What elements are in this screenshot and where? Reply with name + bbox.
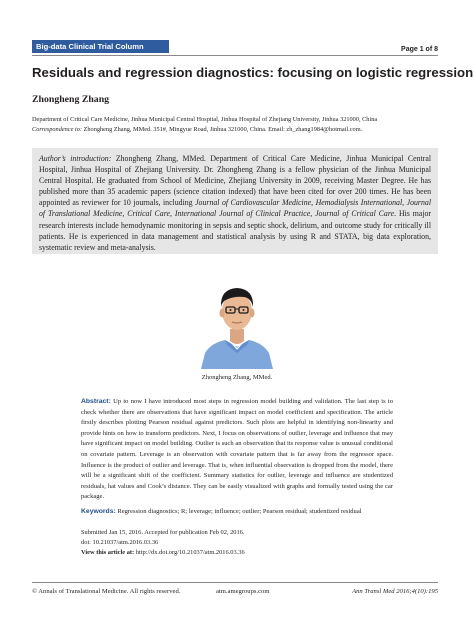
affiliation-block xyxy=(32,115,442,134)
column-tag: Big-data Clinical Trial Column xyxy=(32,40,169,53)
submission-info xyxy=(81,528,393,558)
correspondence-text: Zhongheng Zhang, MMed. 351#, Mingyue Road, Jinhua 321000, China. Email: zh_zhang1984@hotmail.com. xyxy=(83,125,363,133)
footer-divider xyxy=(32,582,438,583)
footer-citation: Ann Transl Med 2016;4(10):195 xyxy=(352,588,438,595)
correspondence-label: Correspondence to: xyxy=(32,125,82,133)
abstract xyxy=(81,397,393,503)
submission-dates: Submitted Jan 15, 2016. Accepted for publication Feb 02, 2016. xyxy=(81,529,245,536)
keywords-text: Regression diagnostics; R; leverage; influence; outlier; Pearson residual; studentized residual xyxy=(115,508,362,515)
doi: doi: 10.21037/atm.2016.03.36 xyxy=(81,539,159,546)
view-article-link[interactable]: http://dx.doi.org/10.21037/atm.2016.03.36 xyxy=(134,549,245,556)
abstract-label: Abstract: xyxy=(81,398,111,405)
author-photo xyxy=(197,271,277,369)
footer-website[interactable]: atm.amegroups.com xyxy=(216,588,270,595)
page-number: Page 1 of 8 xyxy=(401,46,438,53)
keywords-label: Keywords: xyxy=(81,508,116,515)
article-title: Residuals and regression diagnostics: focusing on logistic regression xyxy=(32,65,474,80)
photo-caption: Zhongheng Zhang, MMed. xyxy=(201,374,273,381)
footer-copyright: © Annals of Translational Medicine. All rights reserved. xyxy=(32,588,181,595)
correspondence xyxy=(32,125,442,135)
header-divider xyxy=(32,55,438,56)
author-name: Zhongheng Zhang xyxy=(32,94,110,105)
view-article-label: View this article at: xyxy=(81,549,135,556)
keywords xyxy=(81,507,393,517)
affiliation: Department of Critical Care Medicine, Jinhua Municipal Central Hospital, Jinhua Hospital of Zhejiang University, Jinhua 321000, China xyxy=(32,116,378,123)
author-introduction: Author’s introduction: Zhongheng Zhang, MMed. Department of Critical Care Medicine, Jinhua Municipal Central Hospital, Jinhua Hospital of Zhejiang University. Dr. Zhongheng Zhang is a fellow physician of the Jinhua Municipal Central Hospital. He graduated from School of Medicine, Zhejiang University in 2009, receiving Master Degree. He has published more than 35 academic papers (science citation indexed) that have been cited for over 200 times. He has been appointed as reviewer for 10 journals, including Journal of Cardiovascular Medicine, Hemodialysis International, Journal of Translational Medicine, Critical Care, International Journal of Clinical Practice, Journal of Critical Care. His major research interests include hemodynamic monitoring in sepsis and septic shock, delirium, and outcome study for critically ill patients. He is experienced in data management and statistical analysis by using R and STATA, big data exploration, systematic review and meta-analysis. xyxy=(39,154,432,252)
intro-label: Author’s introduction: xyxy=(39,154,112,163)
author-introduction-box xyxy=(32,148,438,254)
abstract-text: Up to now I have introduced most steps in regression model building and validation. The last step is to check whether there are observations that have significant impact on model coefficient and specification. The article firstly describes plotting Pearson residual against predictors. Such plots are helpful in identifying non-linearity and provide hints on how to transform predictors. Next, I focus on observations of outlier, leverage and influence that may have significant impact on model building. Outlier is such an observation that its response value is unusual conditional on covariate pattern. Leverage is an observation with covariate pattern that is far away from the regressor space. Influence is the product of outlier and leverage. That is, when influential observation is dropped from the model, there will be a significant shift of the coefficient. Summary statistics for outlier, leverage and influence are studentized residuals, hat values and Cook’s distance. They can be easily visualized with graphs and formally tested using the car package. xyxy=(81,398,393,501)
view-article-line xyxy=(81,548,393,558)
